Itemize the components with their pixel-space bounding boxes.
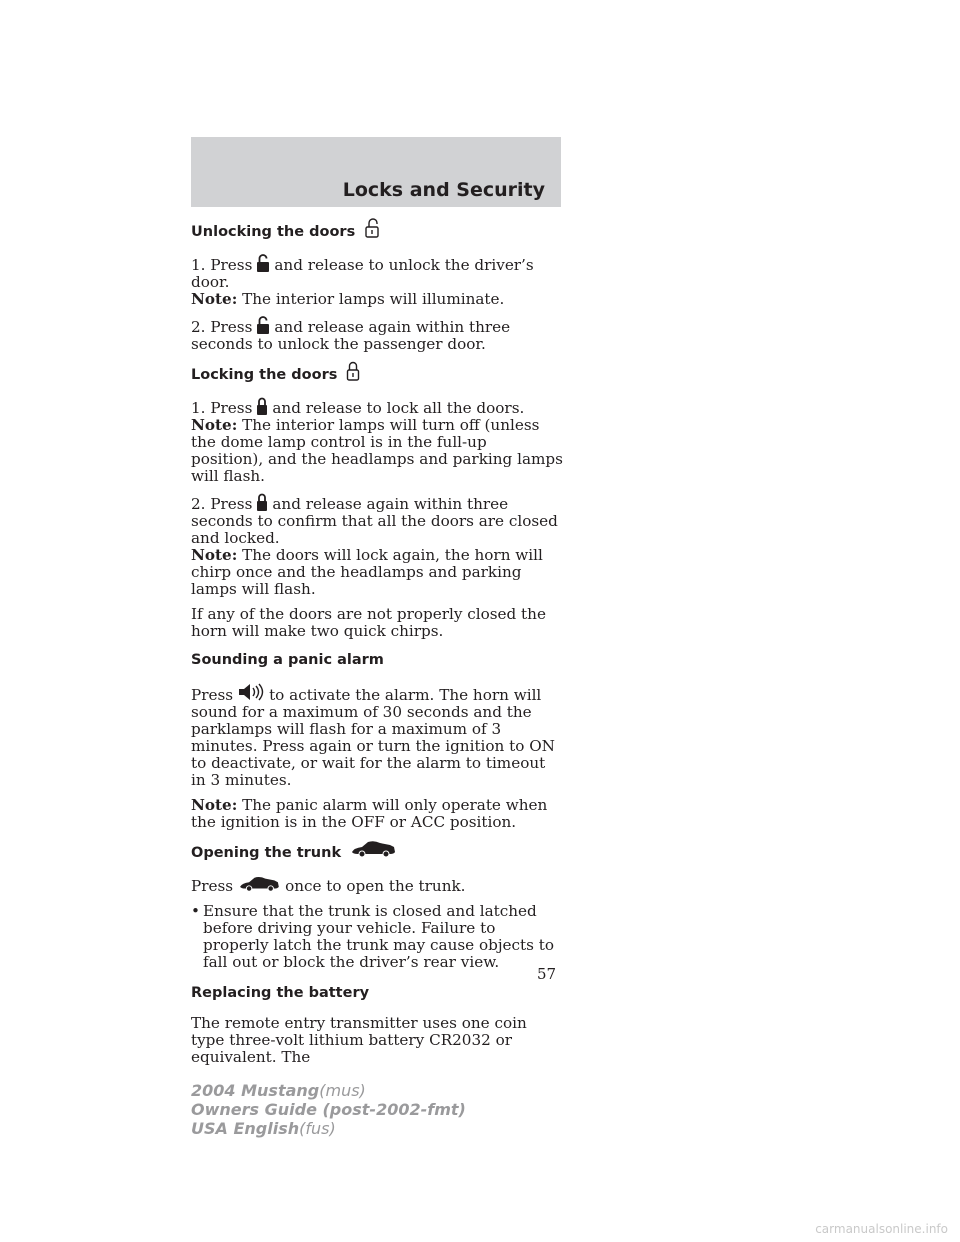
heading-locking: Locking the doors [191, 361, 563, 387]
trunk-text: Press once to open the trunk. [191, 877, 466, 895]
footer [191, 1081, 466, 1138]
panic-icon [237, 682, 265, 702]
content [191, 218, 563, 1074]
lock-step2: 2. Press and release again within three seconds to confirm that all the doors are closed and locked. Note: The doors will lock again, the horn will chirp once and the headlamps and parking lamps will flash. [191, 495, 558, 598]
lock-icon [256, 397, 268, 415]
header-band [191, 137, 561, 207]
trunk-icon [350, 839, 396, 859]
page-number: 57 [537, 965, 557, 983]
footer-line-3: USA English(fus) [191, 1119, 336, 1138]
heading-trunk: Opening the trunk [191, 839, 563, 865]
footer-line-2: Owners Guide (post-2002-fmt) [191, 1100, 466, 1119]
lock-extra: If any of the doors are not properly closed the horn will make two quick chirps. [191, 605, 546, 640]
unlock-icon [256, 254, 270, 272]
battery-text: The remote entry transmitter uses one coin type three-volt lithium battery CR2032 or equivalent. The [191, 1014, 527, 1066]
unlock-icon [256, 316, 270, 334]
heading-unlocking: Unlocking the doors [191, 218, 563, 244]
heading-panic: Sounding a panic alarm [191, 652, 384, 668]
panic-note: Note: The panic alarm will only operate when the ignition is in the OFF or ACC position. [191, 796, 548, 831]
unlock-icon [364, 218, 380, 238]
heading-battery: Replacing the battery [191, 985, 370, 1001]
panic-text: Press to activate the alarm. The horn will sound for a maximum of 30 seconds and the parklamps will flash for a maximum of 3 minutes. Press again or turn the ignition to ON to deactivate, or wait for the alarm to timeout in 3 minutes. [191, 682, 563, 789]
unlock-step2: 2. Press and release again within three seconds to unlock the passenger door. [191, 318, 511, 353]
watermark[interactable]: carmanualsonline.info [815, 1222, 948, 1236]
unlock-step1: 1. Press and release to unlock the driver’s door. Note: The interior lamps will illuminate. [191, 256, 534, 308]
list-item: • Ensure that the trunk is closed and latched before driving your vehicle. Failure to properly latch the trunk may cause objects to fall out or block the driver’s rear view. [191, 902, 555, 971]
lock-icon [256, 493, 268, 511]
lock-icon [346, 361, 360, 381]
footer-line-1: 2004 Mustang(mus) [191, 1081, 366, 1100]
trunk-icon [237, 875, 281, 893]
lock-step1: 1. Press and release to lock all the doors. Note: The interior lamps will turn off (unless the dome lamp control is in the full-up position), and the headlamps and parking lamps will flash. [191, 399, 563, 485]
page-title: Locks and Security [342, 179, 545, 201]
bullet-dot: • [191, 902, 200, 920]
